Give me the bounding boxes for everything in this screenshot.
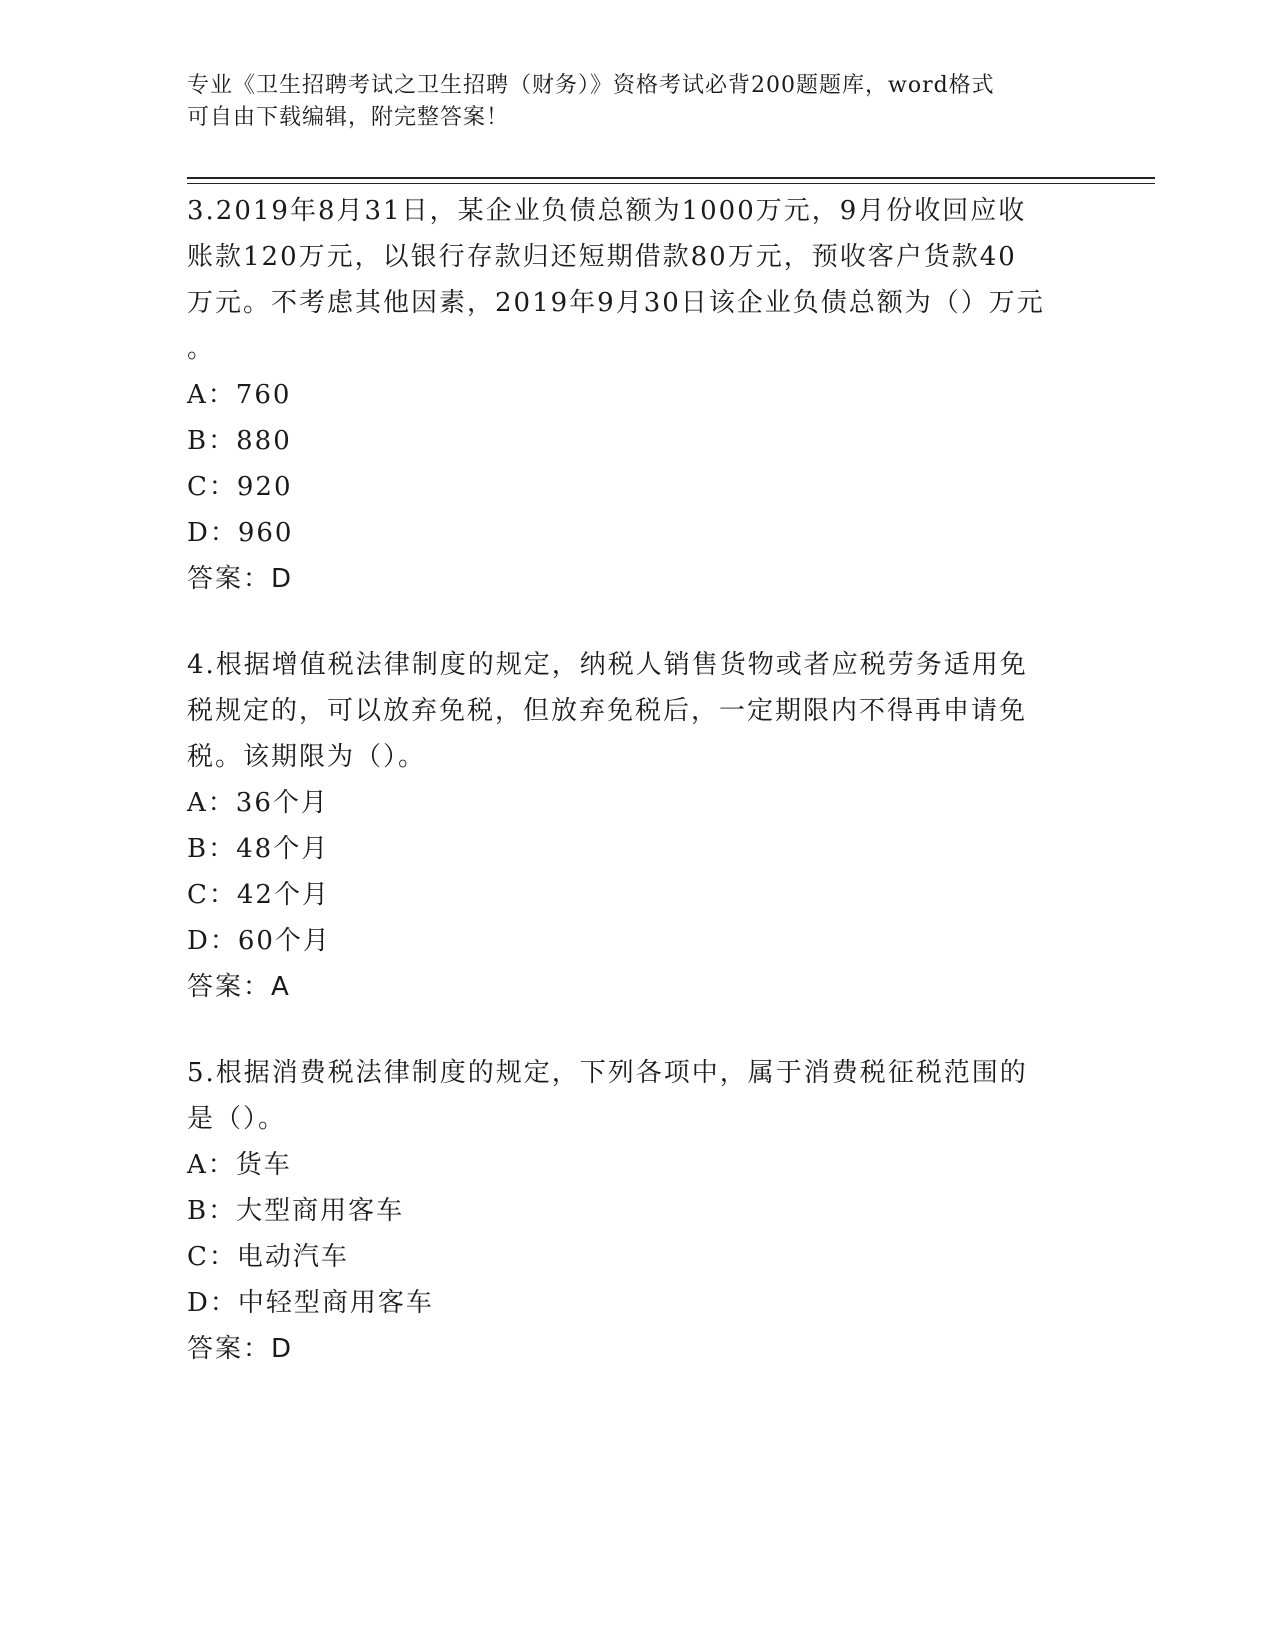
option-b: B：880 <box>187 426 292 456</box>
option-d: D：960 <box>187 518 294 548</box>
option-a: A：货车 <box>187 1150 292 1180</box>
header-rule-thick <box>187 177 1155 179</box>
header-subtitle-line: 可自由下载编辑，附完整答案！ <box>187 105 510 130</box>
question-4 <box>187 642 1087 1010</box>
question-stem-line: 3.2019年8月31日，某企业负债总额为1000万元，9月份收回应收 <box>187 196 1027 226</box>
document-header <box>187 70 1087 134</box>
question-stem-line: 税。该期限为（）。 <box>187 742 427 772</box>
question-stem-line: 账款120万元，以银行存款归还短期借款80万元，预收客户货款40 <box>187 242 1017 272</box>
question-stem-line: 是（）。 <box>187 1104 287 1134</box>
option-b: B：48个月 <box>187 834 330 864</box>
option-c: C：42个月 <box>187 880 330 910</box>
header-title-line: 专业《卫生招聘考试之卫生招聘（财务）》资格考试必背200题题库，word格式 <box>187 73 995 98</box>
option-b: B：大型商用客车 <box>187 1196 405 1226</box>
option-a: A：760 <box>187 380 292 410</box>
question-5 <box>187 1050 1087 1372</box>
answer-line: 答案：D <box>187 1334 294 1364</box>
answer-line: 答案：D <box>187 564 294 594</box>
question-stem-line: 万元。不考虑其他因素，2019年9月30日该企业负债总额为（）万元 <box>187 288 1045 318</box>
question-stem-line: 4.根据增值税法律制度的规定，纳税人销售货物或者应税劳务适用免 <box>187 650 1028 680</box>
option-d: D：60个月 <box>187 926 331 956</box>
option-a: A：36个月 <box>187 788 329 818</box>
question-3 <box>187 188 1087 602</box>
option-c: C：920 <box>187 472 293 502</box>
answer-line: 答案：A <box>187 972 291 1002</box>
question-stem-line: 5.根据消费税法律制度的规定，下列各项中，属于消费税征税范围的 <box>187 1058 1028 1088</box>
question-stem-line: 税规定的，可以放弃免税，但放弃免税后，一定期限内不得再申请免 <box>187 696 1028 726</box>
option-c: C：电动汽车 <box>187 1242 349 1272</box>
header-rule-thin <box>187 183 1155 184</box>
question-stem-line: 。 <box>187 334 216 364</box>
option-d: D：中轻型商用客车 <box>187 1288 434 1318</box>
